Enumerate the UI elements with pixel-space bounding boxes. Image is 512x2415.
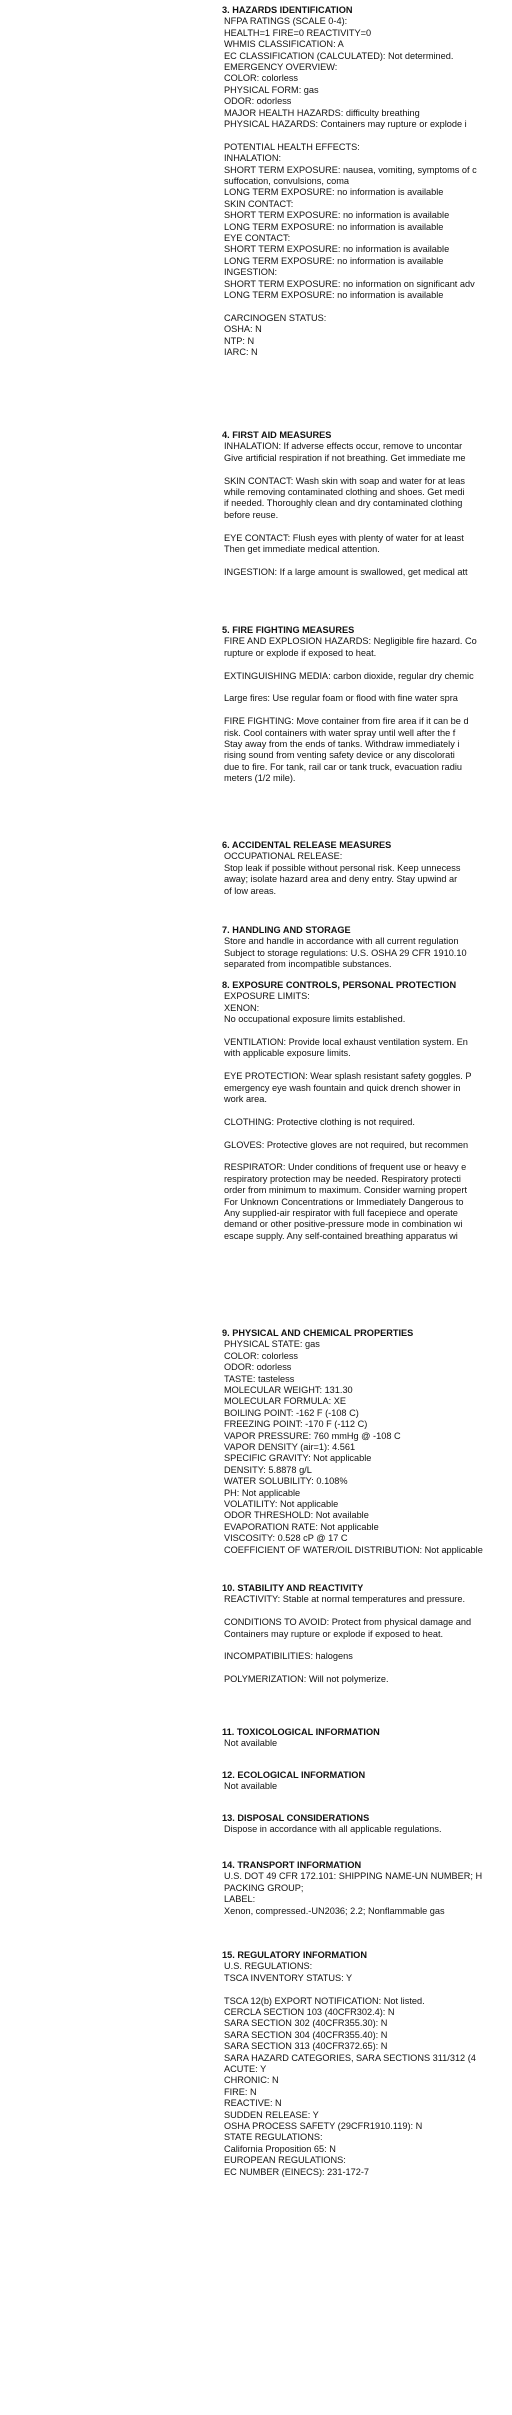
section-line: LONG TERM EXPOSURE: no information is available [224,290,444,300]
section-line: BOILING POINT: -162 F (-108 C) [224,1407,359,1418]
section-line: PHYSICAL FORM: gas [224,84,319,95]
section-line: SKIN CONTACT: [224,198,294,209]
section-line: FIRE: N [224,2086,257,2097]
section-line: SHORT TERM EXPOSURE: nausea, vomiting, symptoms of c [224,164,477,175]
section-line: RESPIRATOR: Under conditions of frequent use or heavy e [224,1162,467,1173]
section-heading: 11. TOXICOLOGICAL INFORMATION [222,1727,380,1737]
section-line: WHMIS CLASSIFICATION: A [224,39,344,50]
section-line: PHYSICAL HAZARDS: Containers may rupture or explode i [224,119,467,129]
section-line: COEFFICIENT OF WATER/OIL DISTRIBUTION: Not applicable [224,1544,483,1555]
section-line: Store and handle in accordance with all current regulation [224,936,459,947]
section-heading: 6. ACCIDENTAL RELEASE MEASURES [222,840,392,850]
section-line: POTENTIAL HEALTH EFFECTS: [224,141,360,152]
section-line: rising sound from venting safety device or any discolorati [224,750,455,761]
section-heading: 5. FIRE FIGHTING MEASURES [222,625,355,635]
section-line: ODOR THRESHOLD: Not available [224,1510,369,1521]
section-line: CHRONIC: N [224,2075,279,2086]
section-line: TSCA 12(b) EXPORT NOTIFICATION: Not listed. [224,1995,425,2006]
section-line: if needed. Thoroughly clean and dry contaminated clothing [224,498,463,509]
section-line: Give artificial respiration if not breathing. Get immediate me [224,452,466,463]
section-line: order from minimum to maximum. Consider warning propert [224,1185,468,1196]
section-line: STATE REGULATIONS: [224,2132,323,2143]
section-line: VAPOR PRESSURE: 760 mmHg @ -108 C [224,1430,401,1441]
section-line: VENTILATION: Provide local exhaust ventilation system. En [224,1037,468,1047]
section-line: Any supplied-air respirator with full facepiece and operate [224,1208,458,1218]
section-line: ODOR: odorless [224,96,292,107]
section-heading: 15. REGULATORY INFORMATION [222,1950,367,1960]
section-line: suffocation, convulsions, coma [224,176,349,186]
section-heading: 3. HAZARDS IDENTIFICATION [222,5,353,15]
section-line: WATER SOLUBILITY: 0.108% [224,1476,348,1487]
section-line: INGESTION: If a large amount is swallowed, get medical att [224,566,468,577]
section-line: POLYMERIZATION: Will not polymerize. [224,1674,389,1685]
section-line: EYE CONTACT: Flush eyes with plenty of water for at least [224,532,464,543]
section-line: GLOVES: Protective gloves are not required, but recommen [224,1139,469,1150]
section-line: COLOR: colorless [224,1350,299,1361]
section-line: REACTIVITY: Stable at normal temperatures and pressure. [224,1594,466,1605]
section-line: SKIN CONTACT: Wash skin with soap and water for at leas [224,475,465,486]
section-heading: 9. PHYSICAL AND CHEMICAL PROPERTIES [222,1328,414,1338]
section-line: VOLATILITY: Not applicable [224,1499,339,1509]
section-line: U.S. DOT 49 CFR 172.101: SHIPPING NAME-UN NUMBER; H [224,1871,483,1882]
section-line: Dispose in accordance with all applicable regulations. [224,1824,442,1835]
section-line: HEALTH=1 FIRE=0 REACTIVITY=0 [224,27,372,38]
section-line: SARA SECTION 313 (40CFR372.65): N [224,2041,388,2052]
section-line: CONDITIONS TO AVOID: Protect from physical damage and [224,1617,472,1628]
section-line: of low areas. [224,885,277,896]
section-line: EYE CONTACT: [224,233,291,243]
section-line: separated from incompatible substances. [224,959,392,970]
section-line: Stay away from the ends of tanks. Withdraw immediately i [224,739,460,749]
section-line: Stop leak if possible without personal risk. Keep unnecess [224,862,461,873]
section-line: FREEZING POINT: -170 F (-112 C) [224,1419,368,1430]
section-heading: 8. EXPOSURE CONTROLS, PERSONAL PROTECTION [222,980,457,990]
section-heading: 14. TRANSPORT INFORMATION [222,1860,362,1870]
section-line: MAJOR HEALTH HAZARDS: difficulty breathing [224,107,420,118]
section-line: LONG TERM EXPOSURE: no information is available [224,187,444,198]
section-line: due to fire. For tank, rail car or tank truck, evacuation radiu [224,761,462,772]
section-line: PHYSICAL STATE: gas [224,1339,320,1350]
section-line: CLOTHING: Protective clothing is not required. [224,1116,415,1127]
section-line: before reuse. [224,509,279,520]
section-heading: 7. HANDLING AND STORAGE [222,925,351,935]
section-line: No occupational exposure limits established. [224,1014,406,1025]
section-line: ODOR: odorless [224,1362,292,1373]
section-line: PACKING GROUP; [224,1882,304,1893]
section-line: VAPOR DENSITY (air=1): 4.561 [224,1442,356,1452]
section-line: FIRE FIGHTING: Move container from fire area if it can be d [224,716,469,727]
section-line: SHORT TERM EXPOSURE: no information on significant adv [224,278,475,289]
section-line: EMERGENCY OVERVIEW: [224,62,338,72]
section-line: NTP: N [224,335,255,346]
section-line: EYE PROTECTION: Wear splash resistant safety goggles. P [224,1071,472,1082]
section-line: ACUTE: Y [224,2064,267,2074]
section-line: SPECIFIC GRAVITY: Not applicable [224,1453,372,1464]
section-line: demand or other positive-pressure mode in combination wi [224,1219,463,1230]
section-line: away; isolate hazard area and deny entry. Stay upwind ar [224,874,458,885]
section-line: OCCUPATIONAL RELEASE: [224,851,343,862]
section-line: risk. Cool containers with water spray until well after the f [224,727,456,738]
section-line: escape supply. Any self-contained breathing apparatus wi [224,1230,458,1241]
section-line: INCOMPATIBILITIES: halogens [224,1651,353,1662]
section-line: meters (1/2 mile). [224,773,296,784]
section-line: SARA SECTION 304 (40CFR355.40): N [224,2029,388,2040]
section-line: respiratory protection may be needed. Respiratory protecti [224,1173,461,1184]
section-line: SARA HAZARD CATEGORIES, SARA SECTIONS 311/312 (4 [224,2052,476,2063]
section-line: CARCINOGEN STATUS: [224,312,327,323]
section-line: Xenon, compressed.-UN2036; 2.2; Nonflammable gas [224,1905,445,1916]
section-line: IARC: N [224,347,258,357]
section-line: TASTE: tasteless [224,1373,295,1384]
section-line: Then get immediate medical attention. [224,544,380,554]
section-line: OSHA: N [224,324,262,335]
section-line: MOLECULAR WEIGHT: 131.30 [224,1385,353,1395]
section-line: SUDDEN RELEASE: Y [224,2109,319,2120]
section-line: Large fires: Use regular foam or flood with fine water spra [224,693,458,704]
section-line: SHORT TERM EXPOSURE: no information is available [224,210,450,221]
section-line: INHALATION: If adverse effects occur, remove to uncontar [224,441,463,452]
section-line: rupture or explode if exposed to heat. [224,647,377,658]
section-line: U.S. REGULATIONS: [224,1961,313,1972]
section-line: XENON: [224,1002,260,1013]
section-line: COLOR: colorless [224,73,299,84]
section-line: FIRE AND EXPLOSION HAZARDS: Negligible fire hazard. Co [224,636,477,647]
section-line: Subject to storage regulations: U.S. OSHA 29 CFR 1910.10 [224,947,467,958]
section-line: LONG TERM EXPOSURE: no information is available [224,221,444,232]
section-heading: 4. FIRST AID MEASURES [222,430,332,440]
section-line: EXPOSURE LIMITS: [224,991,310,1002]
section-line: INGESTION: [224,267,278,278]
section-line: VISCOSITY: 0.528 cP @ 17 C [224,1533,348,1544]
section-line: EC NUMBER (EINECS): 231-172-7 [224,2166,369,2177]
section-line: Not available [224,1738,278,1749]
section-line: Containers may rupture or explode if exposed to heat. [224,1628,444,1639]
section-line: EVAPORATION RATE: Not applicable [224,1521,379,1532]
section-line: EUROPEAN REGULATIONS: [224,2155,346,2166]
section-line: EC CLASSIFICATION (CALCULATED): Not determined. [224,50,454,61]
section-line: SARA SECTION 302 (40CFR355.30): N [224,2018,388,2029]
section-line: DENSITY: 5.8878 g/L [224,1464,312,1475]
section-heading: 10. STABILITY AND REACTIVITY [222,1583,364,1593]
section-line: emergency eye wash fountain and quick drench shower in [224,1082,461,1093]
section-line: REACTIVE: N [224,2098,282,2109]
section-line: Not available [224,1781,278,1792]
section-heading: 12. ECOLOGICAL INFORMATION [222,1770,366,1780]
section-line: OSHA PROCESS SAFETY (29CFR1910.119): N [224,2121,423,2131]
section-line: while removing contaminated clothing and shoes. Get medi [224,487,465,497]
section-line: INHALATION: [224,153,282,164]
section-line: California Proposition 65: N [224,2143,336,2154]
section-line: LONG TERM EXPOSURE: no information is available [224,255,444,266]
section-line: For Unknown Concentrations or Immediately Dangerous to [224,1196,464,1207]
section-line: work area. [224,1094,267,1104]
section-line: with applicable exposure limits. [224,1048,351,1059]
section-line: LABEL: [224,1894,256,1905]
section-line: CERCLA SECTION 103 (40CFR302.4): N [224,2007,395,2017]
section-line: MOLECULAR FORMULA: XE [224,1396,347,1407]
section-line: NFPA RATINGS (SCALE 0-4): [224,16,348,27]
section-heading: 13. DISPOSAL CONSIDERATIONS [222,1813,370,1823]
section-line: PH: Not applicable [224,1487,301,1498]
section-line: EXTINGUISHING MEDIA: carbon dioxide, regular dry chemic [224,670,474,681]
section-line: TSCA INVENTORY STATUS: Y [224,1972,353,1983]
section-line: SHORT TERM EXPOSURE: no information is available [224,244,450,255]
